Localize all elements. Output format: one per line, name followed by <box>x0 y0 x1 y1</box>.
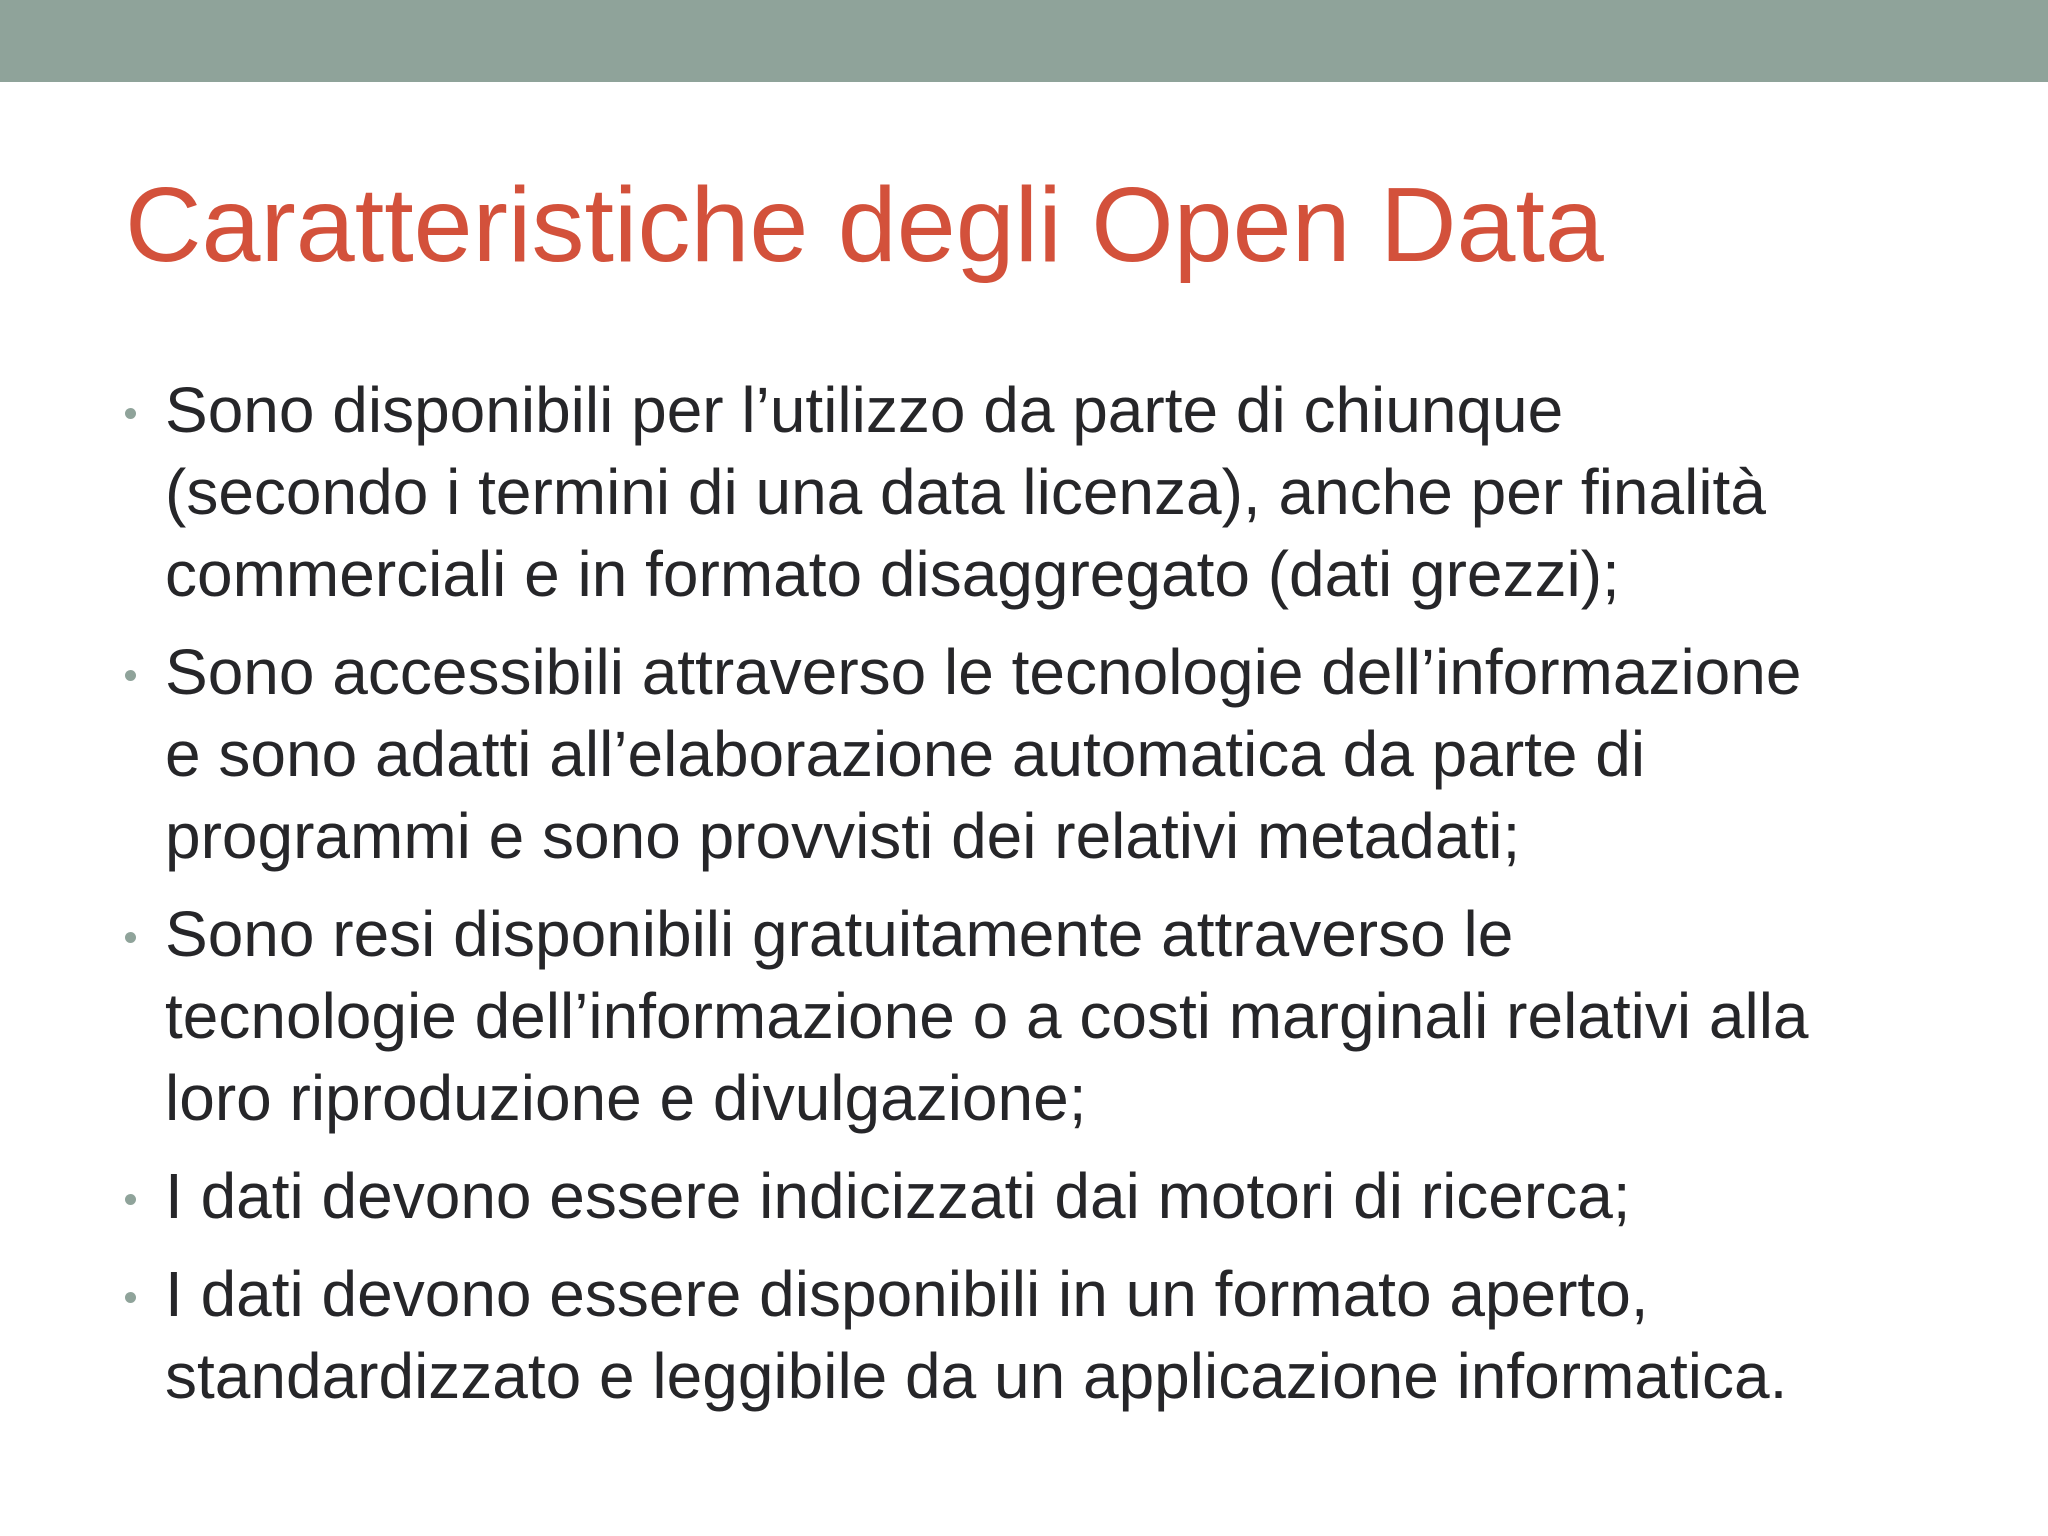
bullet-text-line: standardizzato e leggibile da un applicazione informatica. <box>165 1340 1788 1412</box>
bullet-item <box>125 1155 1955 1237</box>
bullet-text-line: Sono accessibili attraverso le tecnologie dell’informazione <box>165 636 1802 708</box>
bullet-text-line: Sono disponibili per l’utilizzo da parte di chiunque <box>165 374 1564 446</box>
bullet-text-line: e sono adatti all’elaborazione automatica da parte di <box>165 718 1646 790</box>
top-accent-bar <box>0 0 2048 82</box>
bullet-text-line: (secondo i termini di una data licenza), anche per finalità <box>165 456 1766 528</box>
bullet-text-line: I dati devono essere indicizzati dai motori di ricerca; <box>165 1160 1631 1232</box>
bullet-dot-icon <box>125 1292 136 1303</box>
bullet-dot-icon <box>125 932 136 943</box>
slide-title: Caratteristiche degli Open Data <box>125 166 1604 284</box>
bullet-list <box>125 369 1955 1433</box>
bullet-text-line: loro riproduzione e divulgazione; <box>165 1062 1087 1134</box>
bullet-item <box>125 369 1955 615</box>
bullet-text-line: tecnologie dell’informazione o a costi marginali relativi alla <box>165 980 1809 1052</box>
bullet-item <box>125 1253 1955 1417</box>
bullet-text-line: programmi e sono provvisti dei relativi metadati; <box>165 800 1521 872</box>
bullet-dot-icon <box>125 408 136 419</box>
bullet-item <box>125 631 1955 877</box>
bullet-text-line: commerciali e in formato disaggregato (dati grezzi); <box>165 538 1620 610</box>
bullet-text-line: Sono resi disponibili gratuitamente attraverso le <box>165 898 1514 970</box>
bullet-item <box>125 893 1955 1139</box>
bullet-dot-icon <box>125 670 136 681</box>
bullet-text-line: I dati devono essere disponibili in un formato aperto, <box>165 1258 1649 1330</box>
bullet-dot-icon <box>125 1194 136 1205</box>
